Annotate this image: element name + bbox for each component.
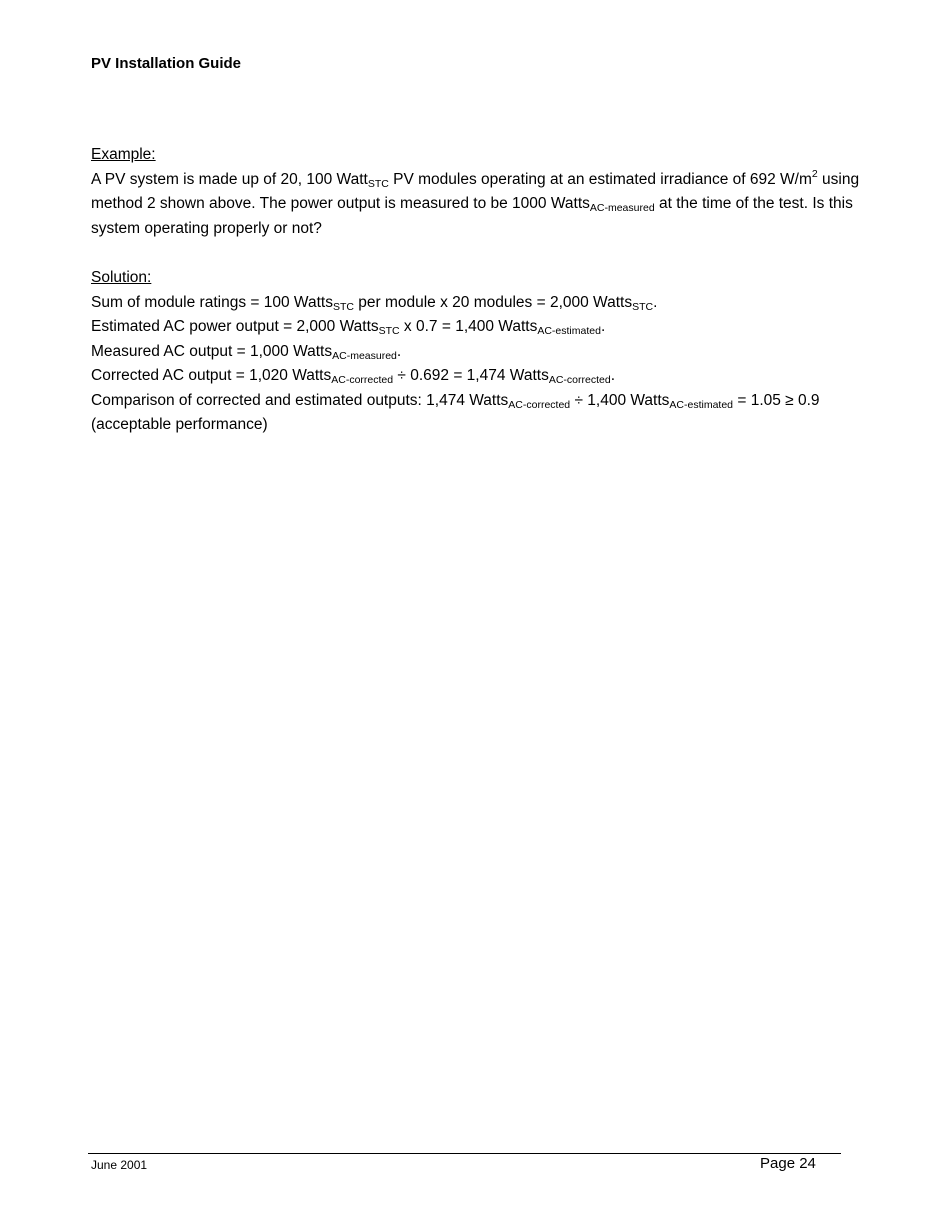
example-text: at the time of the test. Is this system operating properly or not? [91, 195, 853, 237]
document-body [91, 143, 871, 438]
solution-line-measured-output [91, 340, 871, 365]
solution-text: . [610, 367, 615, 384]
solution-text: ÷ 1,400 Watts [570, 391, 670, 409]
solution-text: ÷ 0.692 = 1,474 Watts [393, 367, 549, 384]
solution-text: Comparison of corrected and estimated outputs: 1,474 Watts [91, 391, 509, 409]
example-heading: Example: [91, 146, 156, 163]
footer-date: June 2001 [91, 1158, 148, 1172]
subscript: STC [378, 325, 400, 337]
solution-text: x 0.7 = 1,400 Watts [399, 318, 538, 335]
solution-text: Measured AC output = 1,000 Watts [91, 342, 333, 360]
subscript: AC-estimated [669, 398, 734, 411]
example-text: using method 2 shown above. The power output is measured to be 1000 Watts [91, 170, 860, 212]
solution-text: = 1.05 ≥ 0.9 (acceptable performance) [91, 391, 820, 433]
subscript: AC-corrected [548, 374, 611, 386]
superscript: 2 [811, 167, 818, 180]
subscript: AC-measured [332, 349, 397, 362]
solution-line-corrected-output [91, 364, 871, 389]
subscript: AC-estimated [537, 325, 601, 337]
solution-line-comparison [91, 389, 871, 438]
solution-text: . [653, 293, 658, 311]
solution-text: Corrected AC output = 1,020 Watts [91, 367, 332, 384]
example-text: A PV system is made up of 20, 100 Watt [91, 170, 368, 188]
solution-text: Estimated AC power output = 2,000 Watts [91, 318, 379, 335]
page-number: Page 24 [760, 1155, 816, 1172]
solution-text: per module x 20 modules = 2,000 Watts [353, 293, 633, 311]
subscript: STC [632, 300, 654, 313]
solution-text: . [396, 342, 402, 360]
example-paragraph [91, 168, 871, 242]
document-title: PV Installation Guide [91, 55, 242, 72]
example-text: PV modules operating at an estimated irradiance of 692 W/m [388, 170, 812, 188]
solution-text: . [600, 318, 606, 335]
subscript: STC [367, 177, 389, 190]
subscript: AC-corrected [508, 398, 571, 411]
paragraph-spacer [91, 241, 871, 266]
solution-line-estimated-output [91, 315, 871, 340]
solution-text: Sum of module ratings = 100 Watts [91, 293, 333, 311]
solution-line-module-ratings [91, 291, 871, 316]
solution-heading: Solution: [91, 269, 152, 286]
subscript: AC-corrected [331, 374, 394, 386]
subscript: STC [332, 300, 354, 313]
footer-divider [88, 1153, 841, 1154]
subscript: AC-measured [589, 202, 655, 214]
